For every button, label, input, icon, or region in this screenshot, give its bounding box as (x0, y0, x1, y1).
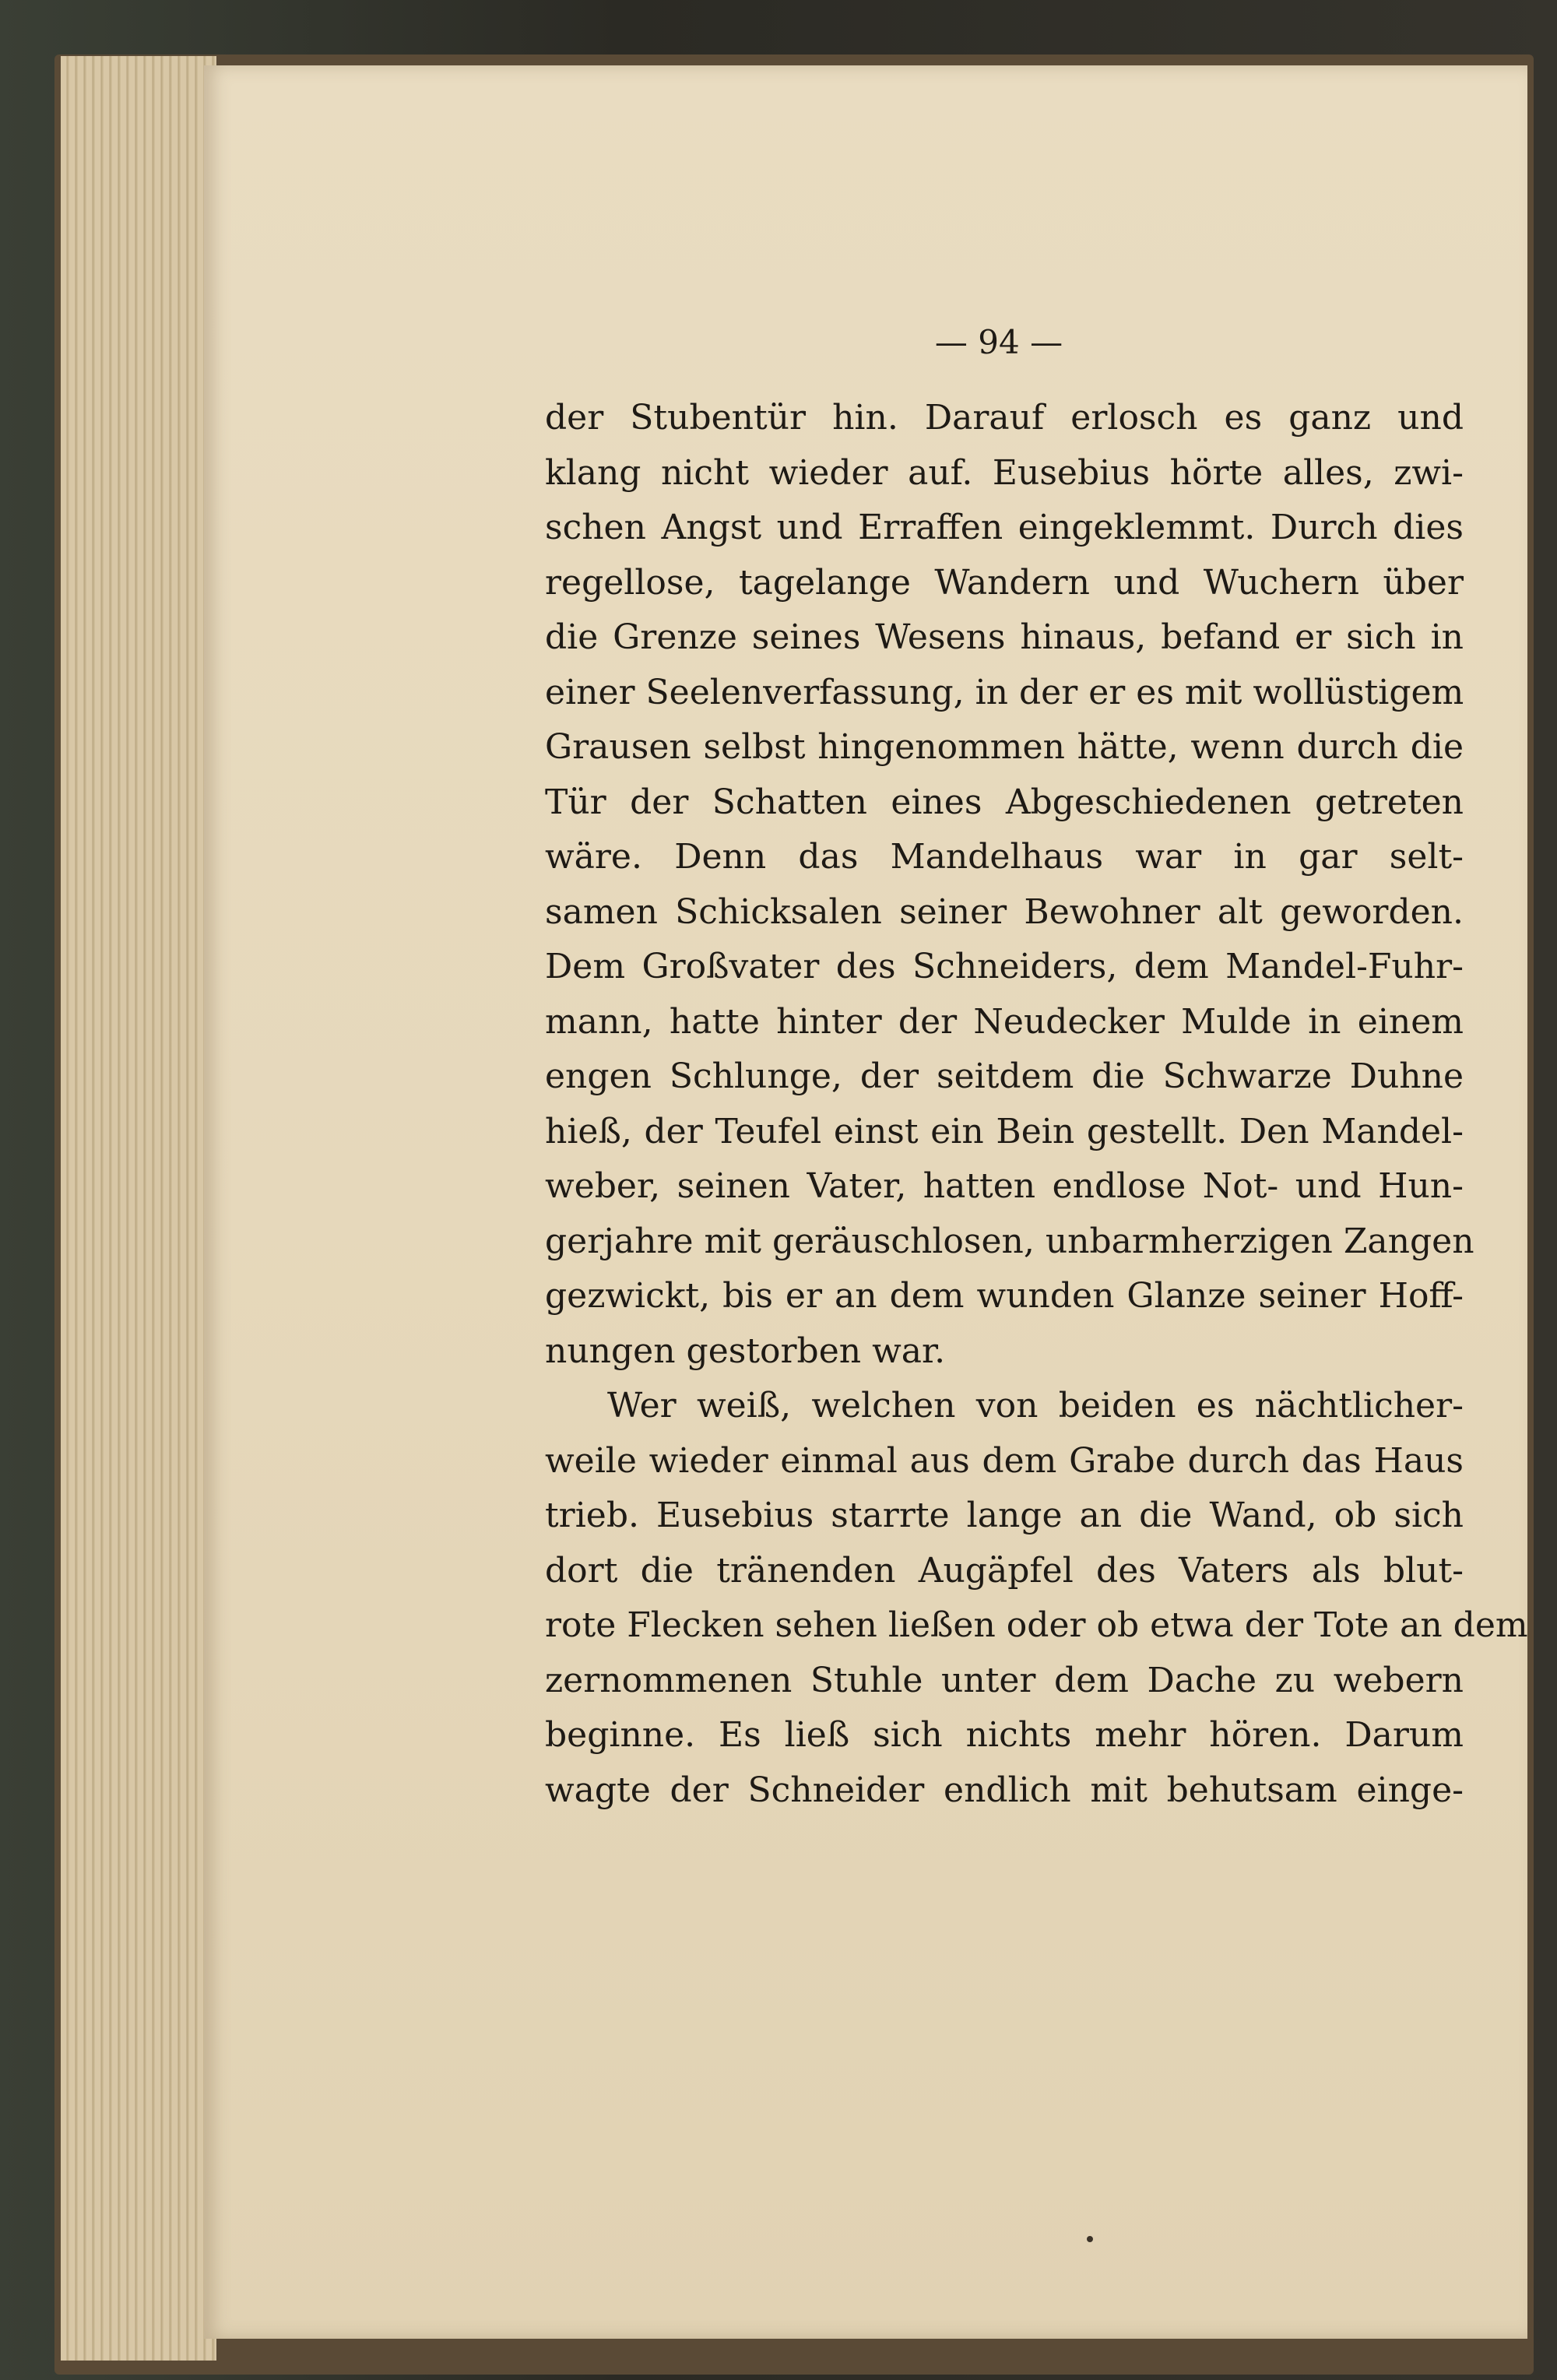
text-line: zernommenen Stuhle unter dem Dache zu webern (545, 1660, 1464, 1700)
text-line: mann, hatte hinter der Neudecker Mulde in einem (545, 1001, 1464, 1042)
text-line: der Stubentür hin. Darauf erlosch es ganz und (545, 398, 1464, 438)
text-line: schen Angst und Erraffen eingeklemmt. Durch dies (545, 508, 1464, 547)
text-line: hieß, der Teufel einst ein Bein gestellt. Den Mandel- (545, 1111, 1464, 1151)
text-line: engen Schlunge, der seitdem die Schwarze Duhne (545, 1056, 1464, 1096)
text-line: die Grenze seines Wesens hinaus, befand er sich in (545, 617, 1464, 657)
text-line: nungen gestorben war. (545, 1331, 946, 1371)
text-line: einer Seelenverfassung, in der er es mit wollüstigem (545, 672, 1464, 712)
text-line: weile wieder einmal aus dem Grabe durch das Haus (545, 1440, 1464, 1481)
text-line: Dem Großvater des Schneiders, dem Mandel-Fuhr- (545, 947, 1464, 986)
text-line: gerjahre mit geräuschlosen, unbarmherzigen Zangen (545, 1221, 1474, 1261)
text-line: trieb. Eusebius starrte lange an die Wand, ob sich (545, 1496, 1464, 1535)
ink-speck (1087, 2236, 1093, 2242)
text-line: Tür der Schatten eines Abgeschiedenen getreten (545, 782, 1464, 822)
text-line: Grausen selbst hingenommen hätte, wenn durch die (545, 727, 1464, 767)
text-line: rote Flecken sehen ließen oder ob etwa der Tote an dem (545, 1605, 1528, 1645)
text-line: samen Schicksalen seiner Bewohner alt geworden. (545, 891, 1464, 932)
text-line: dort die tränenden Augäpfel des Vaters als blut- (545, 1550, 1464, 1591)
text-line: gezwickt, bis er an dem wunden Glanze seiner Hoff- (545, 1276, 1464, 1316)
text-line: wagte der Schneider endlich mit behutsam einge- (545, 1770, 1464, 1810)
text-line: wäre. Denn das Mandelhaus war in gar selt- (545, 837, 1464, 877)
body-text (545, 391, 1528, 1818)
text-line: Wer weiß, welchen von beiden es nächtlicher- (607, 1386, 1464, 1426)
text-line: klang nicht wieder auf. Eusebius hörte alles, zwi- (545, 452, 1464, 493)
text-line: regellose, tagelange Wandern und Wuchern über (545, 562, 1464, 603)
page-number: — 94 — (934, 323, 1063, 361)
page-edges (61, 56, 216, 2361)
text-line: beginne. Es ließ sich nichts mehr hören. Darum (545, 1715, 1464, 1755)
text-line: weber, seinen Vater, hatten endlose Not- und Hun- (545, 1166, 1464, 1206)
